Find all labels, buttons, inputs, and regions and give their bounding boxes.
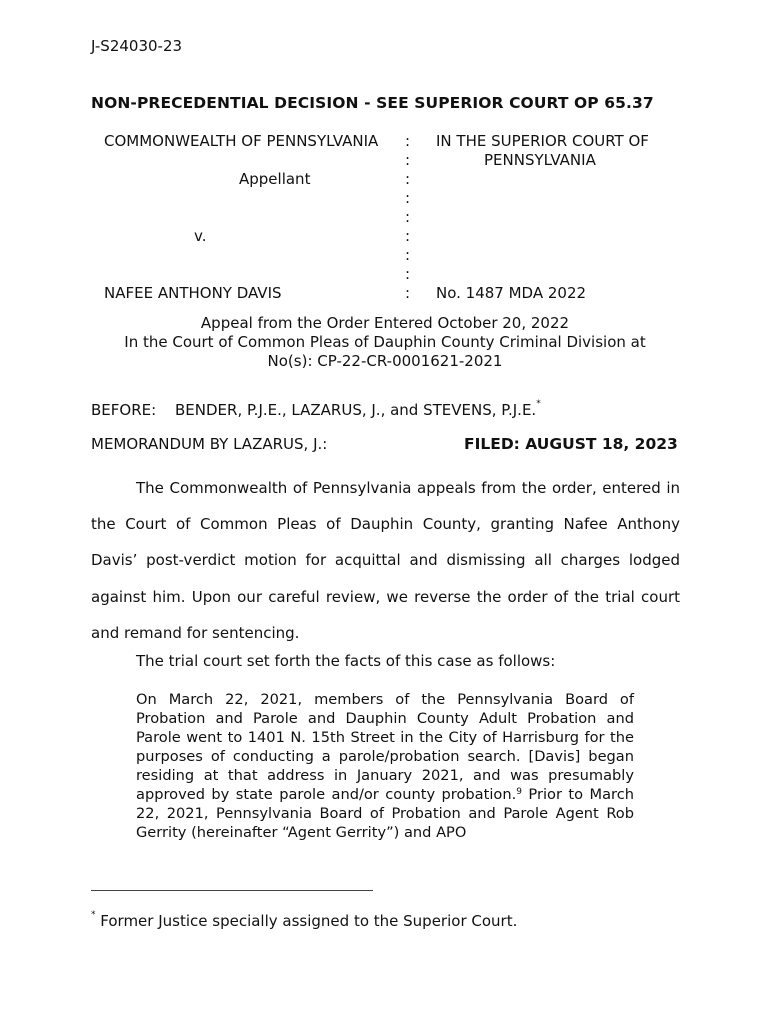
- non-precedential-header: NON-PRECEDENTIAL DECISION - SEE SUPERIOR COURT OP 65.37: [91, 94, 654, 112]
- block-quote-text: On March 22, 2021, members of the Pennsylvania Board of Probation and Parole and Dauphin County Adult Probation and Parole went to 1401 N. 15th Street in the City of Harrisburg for the purposes of conducting a parole/probation search. [Davis] began residing at that address in January 2021, and was presumably approved by state parole and/or county probation.: [136, 691, 634, 803]
- panel-judges: BENDER, P.J.E., LAZARUS, J., and STEVENS, P.J.E.: [175, 401, 537, 419]
- caption-separator: :: [405, 227, 411, 245]
- caption-separator: :: [405, 170, 411, 188]
- before-line: [91, 401, 541, 419]
- footnote-divider: [91, 890, 373, 891]
- facts-intro: The trial court set forth the facts of this case as follows:: [136, 652, 556, 670]
- appeal-info-line3: No(s): CP-22-CR-0001621-2021: [267, 352, 503, 370]
- caption-separator: :: [405, 284, 411, 302]
- caption-separator: :: [405, 265, 411, 283]
- filed-date: FILED: AUGUST 18, 2023: [464, 435, 678, 453]
- court-name-line1: IN THE SUPERIOR COURT OF: [436, 132, 649, 150]
- case-number: No. 1487 MDA 2022: [436, 284, 587, 302]
- caption-separator-column: [405, 132, 410, 303]
- caption-separator: :: [405, 246, 411, 264]
- footnote-text: Former Justice specially assigned to the Superior Court.: [95, 912, 518, 930]
- footnote: [91, 912, 517, 930]
- before-label: BEFORE:: [91, 401, 157, 419]
- caption-separator: :: [405, 208, 411, 226]
- docket-number: J-S24030-23: [91, 37, 183, 55]
- caption-separator: :: [405, 132, 411, 150]
- appeal-info-line1: Appeal from the Order Entered October 20, 2022: [200, 314, 570, 332]
- appeal-info: [90, 314, 680, 371]
- block-quote-text-continued: Prior to March 22, 2021, Pennsylvania Board of Probation and Parole Agent Rob Gerrity (hereinafter “Agent Gerrity”) and APO: [136, 786, 634, 841]
- party-one-role: Appellant: [239, 170, 311, 188]
- opinion-paragraph: [91, 470, 680, 651]
- footnote-marker: *: [536, 399, 541, 409]
- caption-separator: :: [405, 151, 411, 169]
- versus-label: v.: [194, 227, 207, 245]
- court-name-line2: PENNSYLVANIA: [484, 151, 596, 169]
- memorandum-author: MEMORANDUM BY LAZARUS, J.:: [91, 435, 328, 453]
- party-one-name: COMMONWEALTH OF PENNSYLVANIA: [104, 132, 379, 150]
- opinion-paragraph-text: The Commonwealth of Pennsylvania appeals from the order, entered in the Court of Common Pleas of Dauphin County, granting Nafee Anthony Davis’ post-verdict motion for acquittal and dismissing all charges lodged against him. Upon our careful review, we reverse the order of the trial court and remand for sentencing.: [91, 479, 680, 642]
- party-two-name: NAFEE ANTHONY DAVIS: [104, 284, 282, 302]
- caption-separator: :: [405, 189, 411, 207]
- footnote-marker: *: [91, 910, 96, 920]
- block-quote: [136, 690, 634, 842]
- appeal-info-line2: In the Court of Common Pleas of Dauphin County Criminal Division at: [124, 333, 646, 351]
- block-quote-footnote-marker: 9: [516, 787, 522, 797]
